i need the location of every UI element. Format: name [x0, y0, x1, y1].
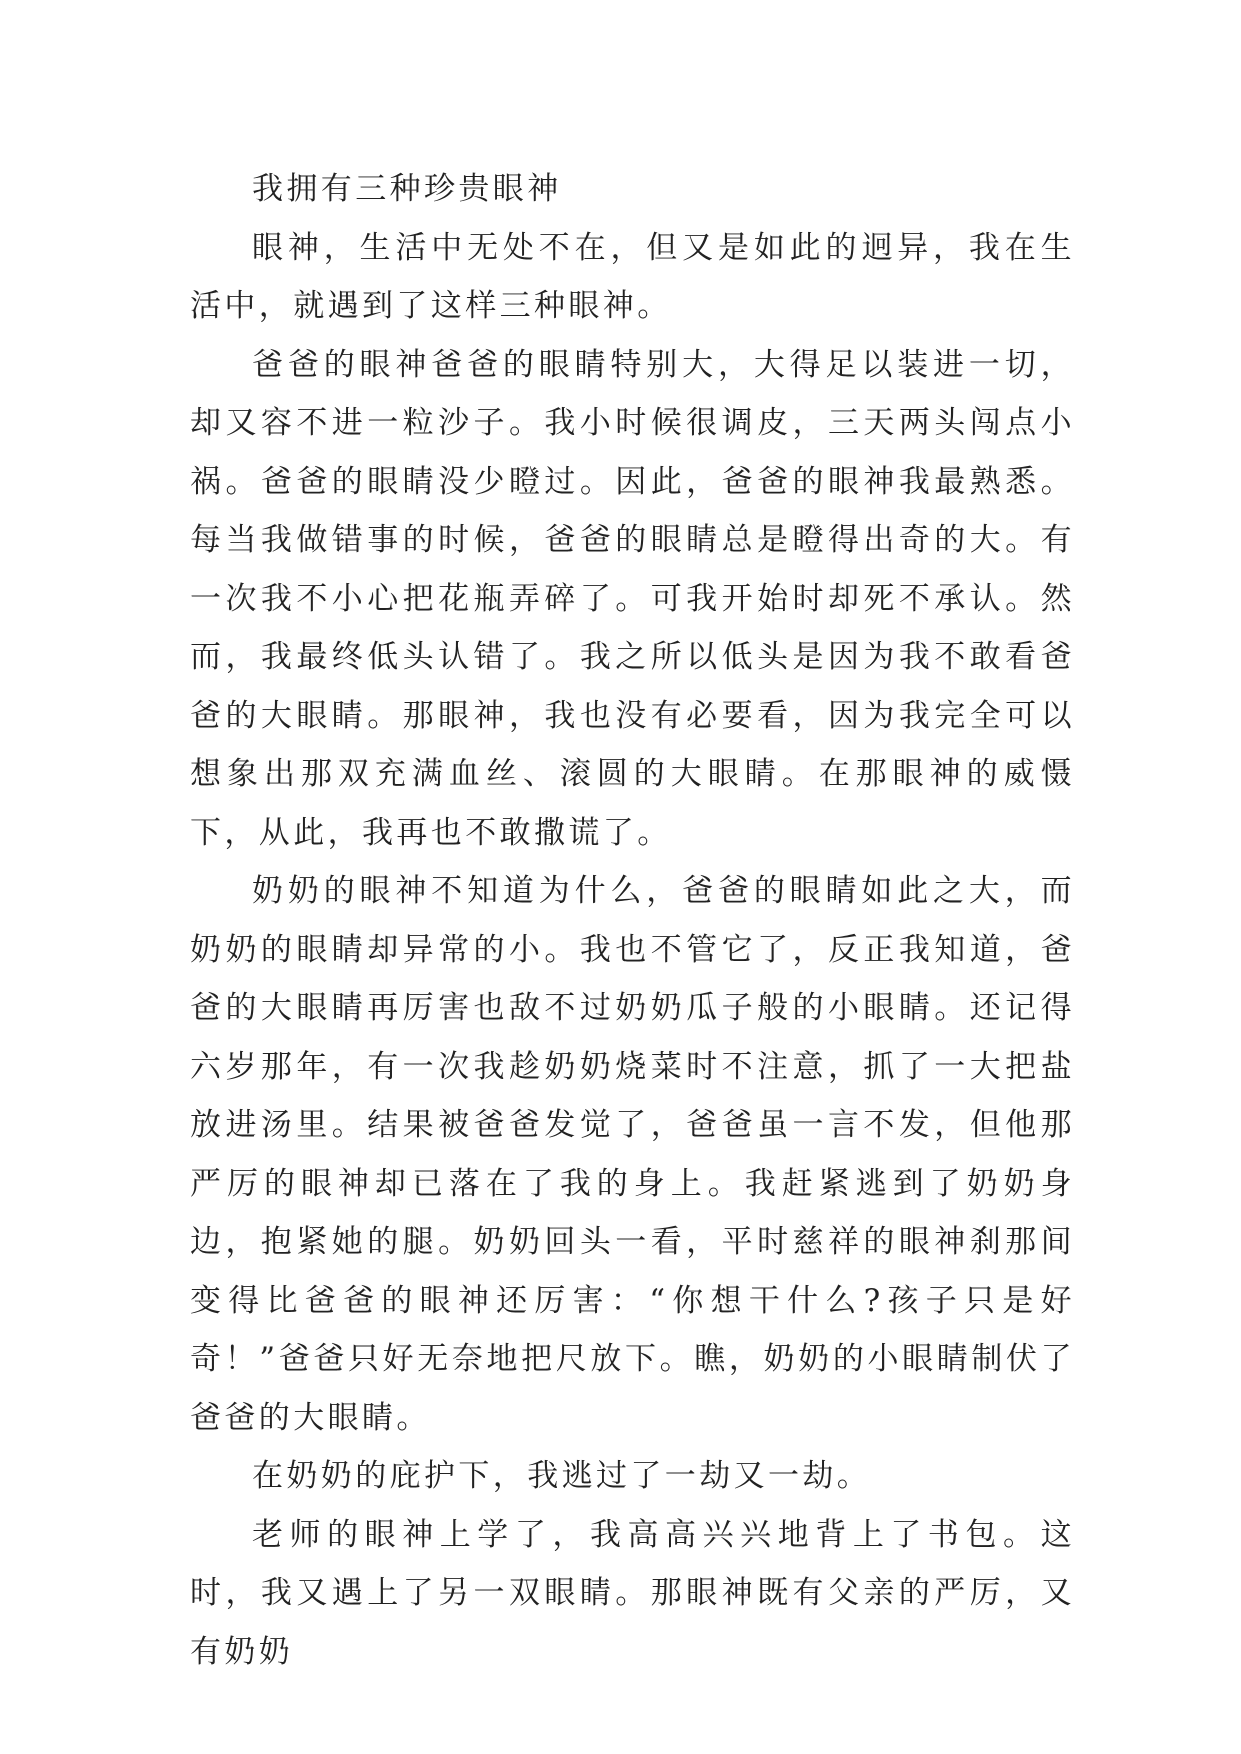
- paragraph-father: 爸爸的眼神爸爸的眼睛特别大，大得足以装进一切，却又容不进一粒沙子。我小时候很调皮，三天两头闯点小祸。爸爸的眼睛没少瞪过。因此，爸爸的眼神我最熟悉。每当我做错事的时候，爸爸的眼睛总是瞪得出奇的大。有一次我不小心把花瓶弄碎了。可我开始时却死不承认。然而，我最终低头认错了。我之所以低头是因为我不敢看爸爸的大眼睛。那眼神，我也没有必要看，因为我完全可以想象出那双充满血丝、滚圆的大眼睛。在那眼神的威慑下，从此，我再也不敢撒谎了。: [190, 346, 1075, 851]
- document-body: [190, 160, 1075, 1681]
- paragraph-intro: 眼神，生活中无处不在，但又是如此的迥异，我在生活中，就遇到了这样三种眼神。: [190, 229, 1075, 324]
- paragraph-grandma: 奶奶的眼神不知道为什么，爸爸的眼睛如此之大，而奶奶的眼睛却异常的小。我也不管它了，反正我知道，爸爸的大眼睛再厉害也敌不过奶奶瓜子般的小眼睛。还记得六岁那年，有一次我趁奶奶烧菜时不注意，抓了一大把盐放进汤里。结果被爸爸发觉了，爸爸虽一言不发，但他那严厉的眼神却已落在了我的身上。我赶紧逃到了奶奶身边，抱紧她的腿。奶奶回头一看，平时慈祥的眼神刹那间变得比爸爸的眼神还厉害：“你想干什么?孩子只是好奇！”爸爸只好无奈地把尺放下。瞧，奶奶的小眼睛制伏了爸爸的大眼睛。: [190, 873, 1075, 1436]
- paragraph-teacher: 老师的眼神上学了，我高高兴兴地背上了书包。这时，我又遇上了另一双眼睛。那眼神既有父亲的严厉，又有奶奶: [190, 1516, 1075, 1670]
- essay-title: 我拥有三种珍贵眼神: [252, 171, 562, 207]
- paragraph-protection: 在奶奶的庇护下，我逃过了一劫又一劫。: [252, 1458, 872, 1494]
